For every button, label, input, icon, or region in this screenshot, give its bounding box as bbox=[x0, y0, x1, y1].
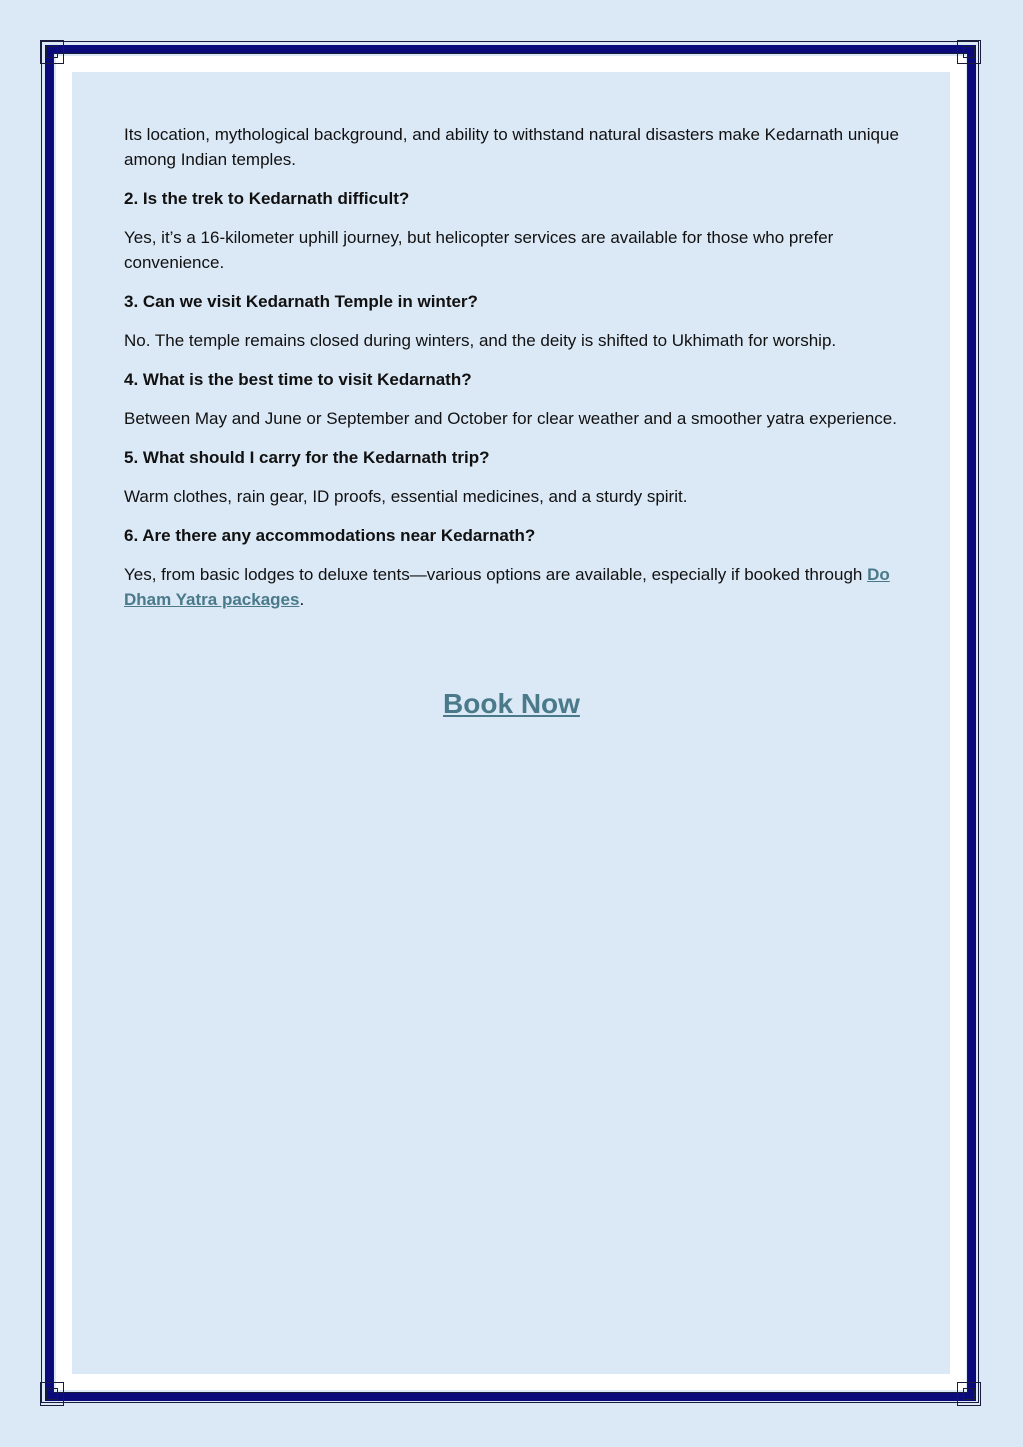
faq-answer-5: Warm clothes, rain gear, ID proofs, essential medicines, and a sturdy spirit. bbox=[124, 487, 688, 506]
corner-ornament-bottom-left bbox=[40, 1382, 64, 1406]
corner-ornament-bottom-right bbox=[957, 1382, 981, 1406]
faq-answer-3: No. The temple remains closed during winters, and the deity is shifted to Ukhimath for worship. bbox=[124, 331, 837, 350]
faq-question-4: 4. What is the best time to visit Kedarnath? bbox=[124, 370, 472, 389]
faq-answer-4: Between May and June or September and October for clear weather and a smoother yatra experience. bbox=[124, 409, 897, 428]
do-dham-yatra-packages-link[interactable]: Do Dham Yatra packages bbox=[124, 565, 890, 609]
faq-section bbox=[124, 122, 904, 626]
book-now-link[interactable]: Book Now bbox=[443, 688, 580, 719]
faq-answer-2: Yes, it’s a 16-kilometer uphill journey, but helicopter services are available for those who prefer convenience. bbox=[124, 228, 834, 272]
faq-answer-6-prefix: Yes, from basic lodges to deluxe tents—various options are available, especially if booked through bbox=[124, 565, 868, 584]
book-now-container bbox=[0, 688, 1023, 720]
faq-intro-text: Its location, mythological background, and ability to withstand natural disasters make Kedarnath unique among Indian temples. bbox=[124, 125, 899, 169]
faq-question-2: 2. Is the trek to Kedarnath difficult? bbox=[124, 189, 410, 208]
faq-question-5: 5. What should I carry for the Kedarnath trip? bbox=[124, 448, 490, 467]
corner-ornament-top-left bbox=[40, 40, 64, 64]
faq-answer-6 bbox=[124, 562, 904, 612]
corner-ornament-top-right bbox=[957, 40, 981, 64]
faq-answer-6-suffix: . bbox=[299, 590, 305, 609]
faq-question-6: 6. Are there any accommodations near Kedarnath? bbox=[124, 526, 536, 545]
faq-question-3: 3. Can we visit Kedarnath Temple in winter? bbox=[124, 292, 478, 311]
